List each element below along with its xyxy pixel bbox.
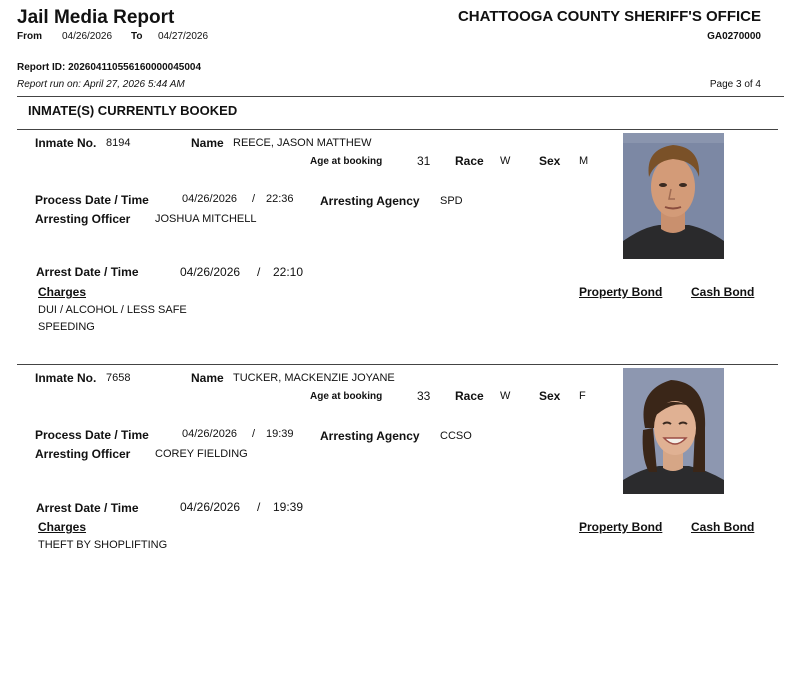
arrest-date-label: Arrest Date / Time [36,501,139,515]
inmate-no-value: 7658 [106,372,131,384]
slash: / [252,428,256,440]
name-label: Name [191,136,224,150]
arresting-officer-label: Arresting Officer [35,447,131,461]
agency-code: GA0270000 [707,31,761,42]
cash-bond-label: Cash Bond [691,285,755,299]
record-divider [17,364,778,365]
arresting-officer-value: COREY FIELDING [155,448,248,460]
process-date-value: 04/26/2026 [182,428,238,440]
race-label: Race [455,154,484,168]
inmate-no-label: Inmate No. [35,136,97,150]
process-date-value: 04/26/2026 [182,193,238,205]
arresting-officer-value: JOSHUA MITCHELL [155,213,257,225]
inmate-no-value: 8194 [106,137,131,149]
charge-item: SPEEDING [38,321,95,333]
arrest-date-value: 04/26/2026 [180,500,241,514]
age-label: Age at booking [310,156,383,167]
inmate-no-label: Inmate No. [35,371,97,385]
process-date-label: Process Date / Time [35,193,149,207]
age-label: Age at booking [310,391,383,402]
agency-name: CHATTOOGA COUNTY SHERIFF'S OFFICE [457,8,761,25]
to-date: 04/27/2026 [158,31,209,42]
race-label: Race [455,389,484,403]
name-label: Name [191,371,224,385]
section-divider [17,129,778,130]
charge-item: THEFT BY SHOPLIFTING [38,539,168,551]
name-value: TUCKER, MACKENZIE JOYANE [233,372,395,384]
process-time-value: 19:39 [266,428,294,440]
process-time-value: 22:36 [266,193,294,205]
section-title: INMATE(S) CURRENTLY BOOKED [28,103,238,118]
race-value: W [500,390,511,402]
report-title: Jail Media Report [17,7,175,28]
charges-label: Charges [38,520,87,534]
process-date-label: Process Date / Time [35,428,149,442]
arresting-agency-value: SPD [440,195,463,207]
page-number: Page 3 of 4 [709,79,761,90]
report-run-on: Report run on: April 27, 2026 5:44 AM [17,79,185,90]
to-label: To [131,31,143,42]
slash: / [252,193,256,205]
arresting-agency-label: Arresting Agency [320,429,420,443]
arrest-date-value: 04/26/2026 [180,265,241,279]
arresting-officer-label: Arresting Officer [35,212,131,226]
inmate-mugshot [623,368,724,494]
property-bond-label: Property Bond [579,520,663,534]
inmate-mugshot [623,133,724,259]
sex-label: Sex [539,389,561,403]
slash: / [257,500,261,514]
report-id: Report ID: 202604110556160000045004 [17,62,202,73]
arrest-date-label: Arrest Date / Time [36,265,139,279]
sex-label: Sex [539,154,561,168]
arrest-time-value: 22:10 [273,265,304,279]
name-value: REECE, JASON MATTHEW [233,137,372,149]
sex-value: F [579,390,586,402]
charge-item: DUI / ALCOHOL / LESS SAFE [38,304,187,316]
from-label: From [17,31,42,42]
charges-label: Charges [38,285,87,299]
sex-value: M [579,155,589,167]
age-value: 33 [417,389,431,403]
header-divider [17,96,784,97]
slash: / [257,265,261,279]
from-date: 04/26/2026 [62,31,113,42]
arresting-agency-value: CCSO [440,430,472,442]
cash-bond-label: Cash Bond [691,520,755,534]
race-value: W [500,155,511,167]
arrest-time-value: 19:39 [273,500,304,514]
age-value: 31 [417,154,431,168]
property-bond-label: Property Bond [579,285,663,299]
arresting-agency-label: Arresting Agency [320,194,420,208]
